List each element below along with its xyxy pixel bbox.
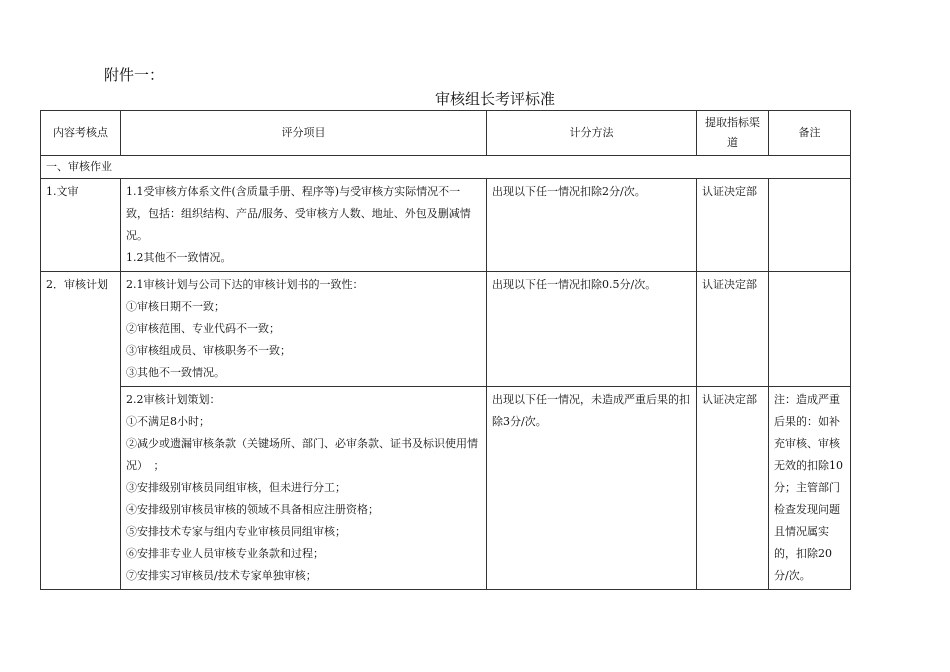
row-channel: 认证决定部 — [697, 179, 769, 272]
row-method: 出现以下任一情况，未造成严重后果的扣除3分/次。 — [487, 387, 697, 590]
item-line: ②审核范围、专业代码不一致； — [126, 322, 280, 335]
table-row — [41, 179, 851, 272]
header-channel: 提取指标渠道 — [697, 111, 769, 156]
table-row — [41, 272, 851, 387]
header-items: 评分项目 — [121, 111, 487, 156]
row-items — [121, 272, 487, 387]
header-note: 备注 — [769, 111, 851, 156]
row-channel: 认证决定部 — [697, 272, 769, 387]
row-items — [121, 387, 487, 590]
row-method: 出现以下任一情况扣除0.5分/次。 — [487, 272, 697, 387]
row-items — [121, 179, 487, 272]
item-line: ①不满足8小时； — [126, 415, 210, 428]
item-line: ③其他不一致情况。 — [126, 366, 225, 379]
row-note — [769, 272, 851, 387]
header-method: 计分方法 — [487, 111, 697, 156]
item-line: ③安排级别审核员同组审核，但未进行分工； — [126, 481, 346, 494]
evaluation-table — [40, 110, 851, 590]
item-line: ⑤安排技术专家与组内专业审核员同组审核； — [126, 525, 346, 538]
attachment-label: 附件一： — [104, 66, 165, 84]
row-channel: 认证决定部 — [697, 387, 769, 590]
item-line: ②减少或遗漏审核条款（关键场所、部门、必审条款、证书及标识使用情况） ； — [126, 437, 478, 472]
item-line: ③审核组成员、审核职务不一致； — [126, 344, 291, 357]
section-row — [41, 156, 851, 179]
row-point: 2．审核计划 — [41, 272, 121, 590]
row-note — [769, 179, 851, 272]
row-point: 1.文审 — [41, 179, 121, 272]
item-line: ④安排级别审核员审核的领域不具备相应注册资格； — [126, 503, 379, 516]
row-note: 注：造成严重后果的：如补充审核、审核无效的扣除10分；主管部门检查发现问题且情况属实的，扣除20分/次。 — [769, 387, 851, 590]
section-title: 一、审核作业 — [41, 156, 851, 179]
item-line: 1.1受审核方体系文件(含质量手册、程序等)与受审核方实际情况不一致，包括：组织结构、产品/服务、受审核方人数、地址、外包及删减情况。 — [126, 185, 471, 242]
item-line: ⑥安排非专业人员审核专业条款和过程； — [126, 547, 324, 560]
item-line: 2.2审核计划策划： — [126, 393, 221, 406]
header-point: 内容考核点 — [41, 111, 121, 156]
item-line: 2.1审核计划与公司下达的审核计划书的一致性： — [126, 278, 364, 291]
item-line: ⑦安排实习审核员/技术专家单独审核； — [126, 569, 317, 582]
table-header-row — [41, 111, 851, 156]
item-line: ①审核日期不一致； — [126, 300, 225, 313]
item-line: 1.2其他不一致情况。 — [126, 251, 232, 264]
document-title: 审核组长考评标准 — [434, 90, 555, 108]
row-method: 出现以下任一情况扣除2分/次。 — [487, 179, 697, 272]
table-row — [41, 387, 851, 590]
